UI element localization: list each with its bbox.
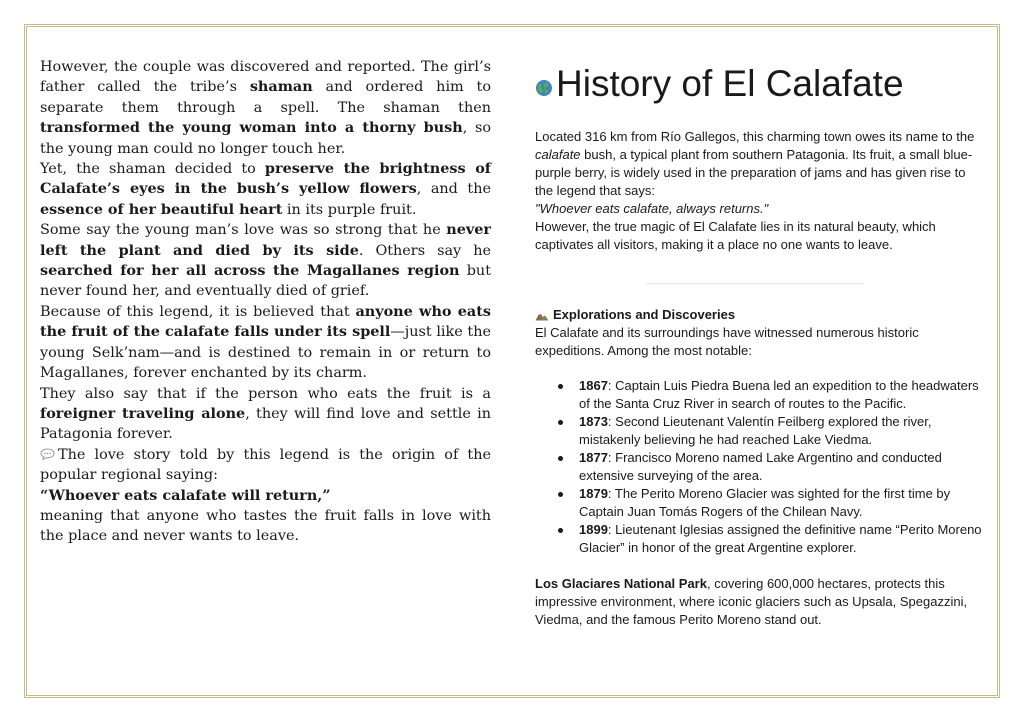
national-park-paragraph: Los Glaciares National Park, covering 600,000 hectares, protects this impressive environment, where iconic glaciers such as Upsala, Spegazzini, Viedma, and the famous Perito Moreno stand out. — [535, 576, 968, 627]
speech-bubble-icon — [40, 448, 55, 460]
paragraph-young-man: Some say the young man’s love was so strong that he never left the plant and died by its side. Others say he searched for her all across the Magallanes region but never found her, and eventually died of grief. — [40, 221, 491, 300]
mountain-icon — [535, 310, 549, 321]
history-column — [535, 62, 987, 629]
paragraph-origin: The love story told by this legend is the origin of the popular regional saying: — [40, 446, 491, 484]
section-divider — [646, 283, 864, 284]
popular-saying: “Whoever eats calafate will return,” — [40, 486, 331, 504]
list-item: 1899: Lieutenant Iglesias assigned the definitive name “Perito Moreno Glacier” in honor of the great Argentine explorer. — [579, 521, 987, 557]
intro-text: Located 316 km from Río Gallegos, this charming town owes its name to the calafate bush, a typical plant from southern Patagonia. Its fruit, a small blue-purple berry, is widely used in the preparation of jams and has given rise to the legend that says: "Whoever eats calafate, always returns." However, the true magic of El Calafate lies in its natural beauty, which captivates all visitors, making it a place no one wants to leave. — [535, 128, 987, 254]
paragraph-meaning: meaning that anyone who tastes the fruit falls in love with the place and never wants to leave. — [40, 507, 491, 545]
paragraph-brightness: Yet, the shaman decided to preserve the brightness of Calafate’s eyes in the bush’s yellow flowers, and the essence of her beautiful heart in its purple fruit. — [40, 160, 491, 218]
page-title: History of El Calafate — [535, 62, 987, 106]
explorations-section — [535, 306, 987, 557]
legend-quote: "Whoever eats calafate, always returns." — [535, 201, 769, 216]
globe-icon — [535, 79, 553, 97]
paragraph-discovered: However, the couple was discovered and reported. The girl’s father called the tribe’s shaman and ordered him to separate them through a spell. The shaman then transformed the young woman into a thorny bush, so the young man could no longer touch her. — [40, 59, 491, 157]
list-item: 1877: Francisco Moreno named Lake Argentino and conducted extensive surveying of the area. — [579, 449, 987, 485]
legend-text-column — [40, 57, 491, 547]
list-item: 1879: The Perito Moreno Glacier was sighted for the first time by Captain Juan Tomás Rogers of the Chilean Navy. — [579, 485, 987, 521]
explorations-lead: El Calafate and its surroundings have witnessed numerous historic expeditions. Among the most notable: — [535, 325, 919, 358]
list-item: 1873: Second Lieutenant Valentín Feilberg explored the river, mistakenly believing he had reached Lake Viedma. — [579, 413, 987, 449]
expeditions-list — [535, 377, 987, 557]
list-item: 1867: Captain Luis Piedra Buena led an expedition to the headwaters of the Santa Cruz River in search of routes to the Pacific. — [579, 377, 987, 413]
paragraph-spell: Because of this legend, it is believed that anyone who eats the fruit of the calafate falls under its spell—just like the young Selk’nam—and is destined to remain in or return to Magallanes, forever enchanted by its charm. — [40, 302, 491, 382]
paragraph-foreigner: They also say that if the person who eats the fruit is a foreigner traveling alone, they will find love and settle in Patagonia forever. — [40, 385, 491, 443]
section-heading: Explorations and Discoveries — [535, 306, 987, 324]
